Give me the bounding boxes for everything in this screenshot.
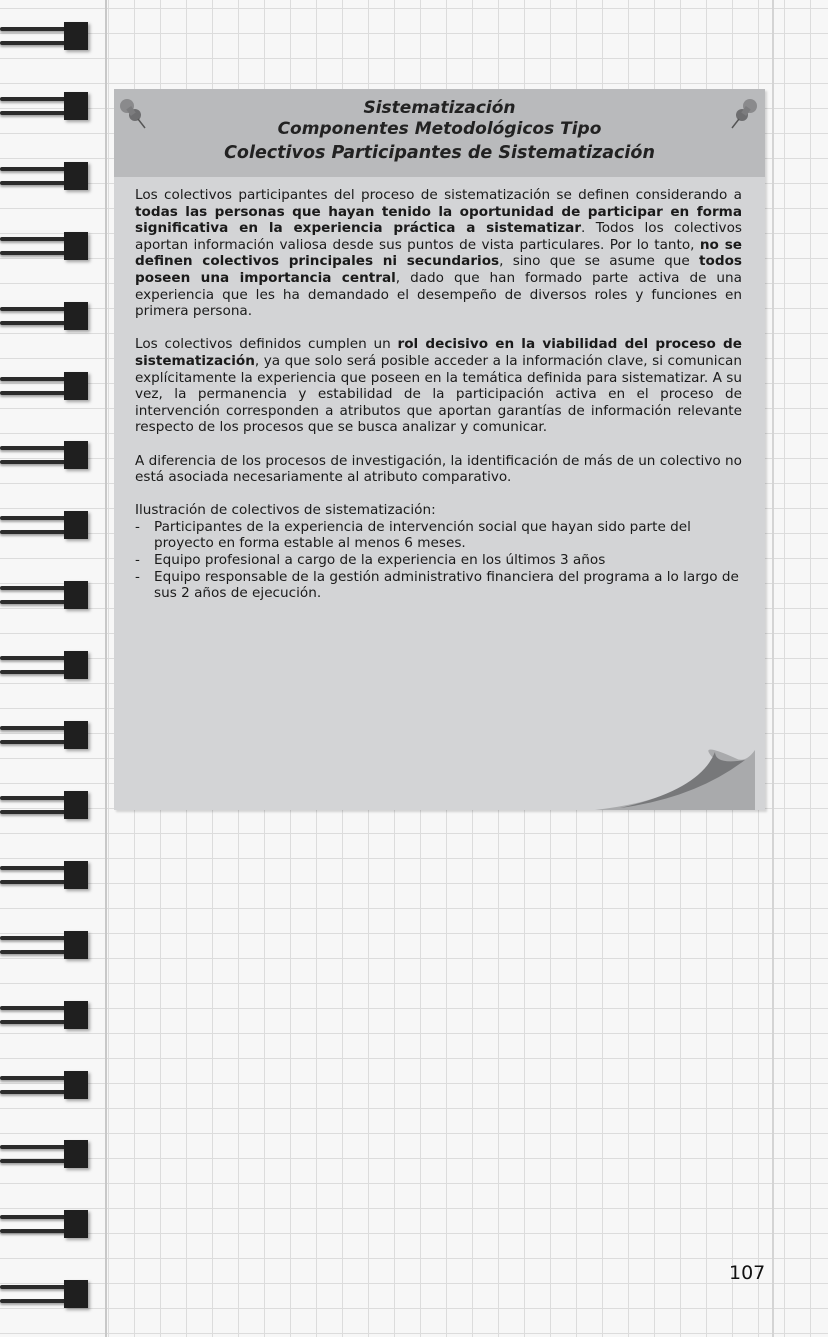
right-margin-line: [772, 0, 774, 1337]
page-curl: [595, 720, 755, 810]
margin-line: [105, 0, 107, 1337]
list-item-text: Equipo profesional a cargo de la experiencia en los últimos 3 años: [154, 552, 606, 569]
paragraph: A diferencia de los procesos de investigación, la identificación de más de un colectivo no está asociada necesariamente al atributo comparativo.: [135, 452, 742, 486]
text: , dado que han formado parte activa de una experiencia que les ha demandado el desempeño de diversos roles y funciones en primera persona.: [135, 269, 742, 320]
card-header: [114, 89, 765, 177]
spiral-ring: [0, 1140, 90, 1168]
pushpin-icon: [729, 97, 759, 131]
page-number: 107: [729, 1262, 766, 1284]
bold-text: rol decisivo en la viabilidad del proceso de sistematización: [135, 336, 742, 369]
spiral-ring: [0, 22, 90, 50]
spiral-ring: [0, 302, 90, 330]
paragraph: [135, 187, 742, 320]
spiral-ring: [0, 791, 90, 819]
text: , ya que solo será posible acceder a la información clave, si comunican explícitamente la experiencia que poseen en la temática definida para sistematizar. A su vez, la permanencia y estabilidad de la participación activa en el proceso de intervención corresponden a atributos que aportan garantías de información relevante respecto de los procesos que se busca analizar y comunicar.: [135, 352, 742, 436]
list-label: Ilustración de colectivos de sistematización:: [135, 502, 436, 519]
dash: -: [135, 518, 140, 535]
collectives-list: [135, 519, 742, 602]
spiral-ring: [0, 92, 90, 120]
text: , sino que se asume que: [499, 253, 699, 270]
spiral-ring: [0, 721, 90, 749]
spiral-ring: [0, 511, 90, 539]
list-item-text: Equipo responsable de la gestión administrativo financiera del programa a lo largo de sus 2 años de ejecución.: [154, 568, 739, 602]
title: Sistematización: [363, 98, 516, 118]
bold-text: todos poseen una importancia central: [135, 253, 742, 286]
spiral-ring: [0, 1210, 90, 1238]
list-item-text: Participantes de la experiencia de intervención social que hayan sido parte del proyecto en forma estable al menos 6 meses.: [154, 518, 691, 552]
spiral-ring: [0, 441, 90, 469]
spiral-ring: [0, 372, 90, 400]
bold-text: no se definen colectivos principales ni secundarios: [135, 236, 742, 270]
spiral-ring: [0, 931, 90, 959]
note-card: [114, 89, 765, 810]
spiral-ring: [0, 861, 90, 889]
dash: -: [135, 568, 140, 585]
bold-text: todas las personas que hayan tenido la oportunidad de participar en forma significativa en la experiencia práctica a sistematizar: [135, 203, 742, 237]
pushpin-icon: [118, 97, 148, 131]
spiral-ring: [0, 232, 90, 260]
spiral-ring: [0, 162, 90, 190]
spiral-ring: [0, 1071, 90, 1099]
dash: -: [135, 552, 140, 569]
section-title: Colectivos Participantes de Sistematización: [224, 143, 655, 163]
paragraph: [135, 336, 742, 436]
spiral-ring: [0, 1280, 90, 1308]
spiral-ring: [0, 1001, 90, 1029]
spiral-ring: [0, 651, 90, 679]
text: . Todos los colectivos aportan información valiosa desde sus puntos de vista particulares. Por lo tanto,: [135, 220, 742, 253]
text: Los colectivos definidos cumplen un: [135, 336, 398, 353]
list-item: [135, 552, 742, 569]
text: Los colectivos participantes del proceso de sistematización se definen considerando a: [135, 187, 742, 203]
list-item: [135, 569, 742, 602]
list-item: [135, 519, 742, 552]
card-body: [135, 187, 742, 602]
subtitle: Componentes Metodológicos Tipo: [277, 119, 602, 139]
spiral-ring: [0, 581, 90, 609]
